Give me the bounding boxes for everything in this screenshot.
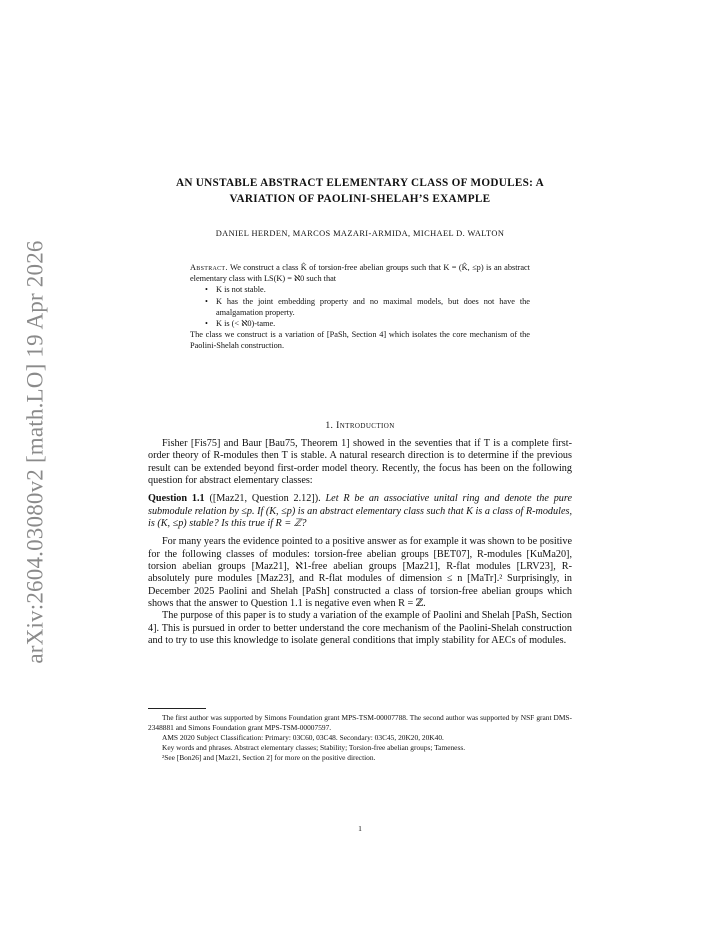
ams-classification: AMS 2020 Subject Classification: Primary: 03C60, 03C48. Secondary: 03C45, 20K20, 20K40.: [162, 733, 444, 742]
section-title: Introduction: [336, 420, 395, 431]
footnotes-block: [148, 713, 572, 763]
paragraph: The purpose of this paper is to study a variation of the example of Paolini and Shelah [PaSh, Section 4]. This is pursued in order to better understand the core mechanism of the Paolini-Shelah construction and to try to use this knowledge to isolate general conditions that imply stability for AECs of modules.: [148, 610, 572, 647]
abstract-bullet-list: [190, 284, 530, 329]
question-reference: ([Maz21, Question 2.12]).: [209, 493, 321, 505]
abstract-bullet: • K is (< ℵ0)-tame.: [216, 318, 530, 329]
abstract-block: [190, 262, 530, 352]
section-number: 1.: [325, 420, 334, 431]
question-block: [148, 493, 572, 530]
author-list: DANIEL HERDEN, MARCOS MAZARI-ARMIDA, MICHAEL D. WALTON: [215, 229, 505, 238]
introduction-body: [148, 438, 572, 648]
footnote-rule: [148, 708, 206, 709]
footnote-2: ²See [Bon26] and [Maz21, Section 2] for more on the positive direction.: [162, 753, 376, 762]
abstract-bullet: • K has the joint embedding property and no maximal models, but does not have the amalgamation property.: [216, 296, 530, 318]
question-label: Question 1.1: [148, 493, 205, 505]
paragraph: For many years the evidence pointed to a positive answer as for example it was shown to be positive for the following classes of modules: torsion-free abelian groups [BET07], R-modules [KuMa20], torsion abelian groups [Maz21], ℵ1-free abelian groups [Maz21], R-flat modules [LRV23], R-absolutely pure modules [Maz23], and R-flat modules of dimension ≤ n [MaTr].² Surprisingly, in December 2025 Paolini and Shelah [PaSh] constructed a class of torsion-free abelian groups which shows that the answer to Question 1.1 is negative even when R = ℤ.: [148, 536, 572, 610]
section-heading: [148, 420, 572, 431]
paragraph: Fisher [Fis75] and Baur [Bau75, Theorem 1] showed in the seventies that if T is a complete first-order theory of R-modules then T is stable. A natural research direction is to determine if the previous result can be extended beyond first-order model theory. Recently, the focus has been on the following question for abstract elementary classes:: [148, 438, 572, 487]
abstract-intro: We construct a class K̂ of torsion-free abelian groups such that K = (K̂, ≤p) is an abstract elementary class with LS(K) = ℵ0 such that: [190, 263, 530, 284]
paper-title: AN UNSTABLE ABSTRACT ELEMENTARY CLASS OF MODULES: A VARIATION OF PAOLINI-SHELAH’S EXAMPLE: [175, 177, 545, 205]
keywords-footnote: Key words and phrases. Abstract elementary classes; Stability; Torsion-free abelian groups; Tameness.: [162, 743, 466, 752]
abstract-closing: The class we construct is a variation of [PaSh, Section 4] which isolates the core mechanism of the Paolini-Shelah construction.: [190, 330, 530, 351]
abstract-bullet: • K is not stable.: [216, 284, 530, 295]
page-number: 1: [358, 824, 362, 833]
funding-footnote: The first author was supported by Simons Foundation grant MPS-TSM-00007788. The second author was supported by NSF grant DMS-2348881 and Simons Foundation grant MPS-TSM-00007597.: [148, 713, 572, 732]
abstract-label: Abstract.: [190, 263, 228, 272]
arxiv-identifier-stamp: [20, 240, 52, 664]
question-statement: Let R be an associative unital ring and denote the pure submodule relation by ≤p. If (K, ≤p) is an abstract elementary class such that K is a class of R-modules, is (K, ≤p) stable? Is this true if R = ℤ?: [148, 493, 572, 530]
arxiv-identifier-text: arXiv:2604.03080v2 [math.LO] 19 Apr 2026: [23, 240, 49, 664]
